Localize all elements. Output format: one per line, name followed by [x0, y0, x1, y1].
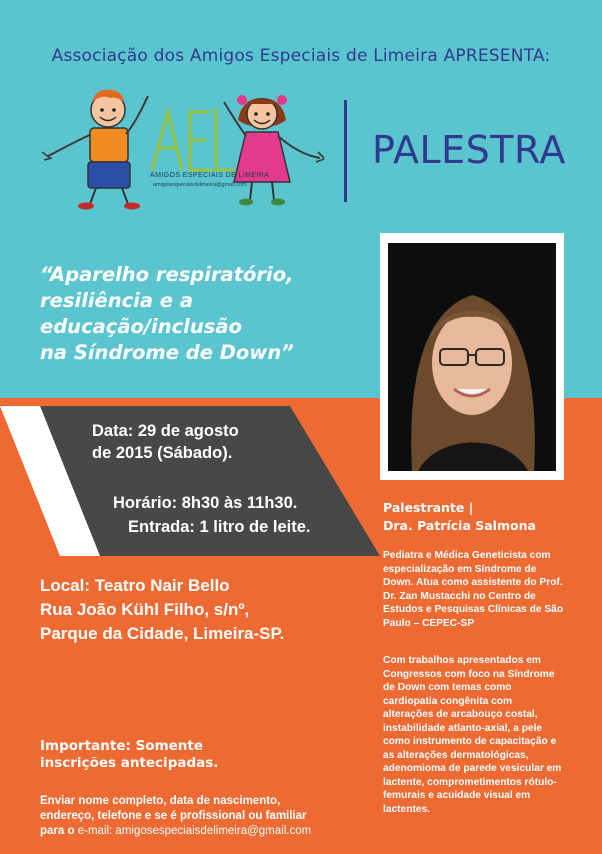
bio-line: Down. Atua como assistente do Prof. [383, 577, 563, 588]
event-date [92, 420, 239, 464]
location-line: Rua João Kühl Filho, s/nº, [40, 600, 250, 619]
event-date-line: Data: 29 de agosto [92, 422, 239, 440]
instruction-line: Enviar nome completo, data de nascimento, [40, 795, 281, 807]
bio-line: Pediatra e Médica Geneticista com [383, 550, 551, 561]
important-line: Importante: Somente [40, 738, 204, 754]
bio-line: como instrumento de capacitação e [383, 736, 557, 747]
event-entry: Entrada: 1 litro de leite. [128, 518, 311, 536]
girl-figure-icon [224, 95, 324, 206]
event-time: Horário: 8h30 às 11h30. [113, 494, 298, 512]
bio-line: Com trabalhos apresentados em [383, 655, 541, 666]
bio-line: Paulo – CEPEC-SP [383, 617, 475, 629]
bio-line: femurais e acuidade visual em [383, 790, 531, 801]
registration-instructions [40, 794, 340, 839]
location-line: Local: Teatro Nair Bello [40, 576, 230, 595]
bio-line: Congressos com foco na Síndrome [383, 668, 555, 680]
bio-line: especialização em Síndrome de [383, 563, 537, 575]
important-note [40, 738, 218, 772]
event-date-line: de 2015 (Sábado). [92, 444, 233, 462]
title-line: na Síndrome de Down” [40, 341, 294, 364]
bio-line: lactente, comprometimentos rótulo- [383, 776, 557, 788]
instruction-line [40, 824, 340, 839]
speaker-label: Palestrante | [383, 500, 474, 515]
contact-email: e-mail: amigosespeciaisdelimeira@gmail.com [77, 825, 312, 837]
title-line: resiliência e a [40, 289, 193, 312]
event-location [40, 574, 284, 646]
header-divider [344, 100, 347, 202]
bio-line: de Down com temas como [383, 682, 512, 693]
instruction-line: endereço, telefone e se é profissional ou familiar [40, 810, 307, 822]
bio-line: cardiopatia congênita com [383, 695, 513, 707]
ael-letters-icon [152, 108, 234, 170]
title-line: educação/inclusão [40, 315, 242, 338]
bio-line: Dr. Zan Mustacchi no Centro de [383, 590, 536, 602]
aael-logo [40, 78, 330, 218]
lecture-title [40, 262, 320, 366]
speaker-photo [388, 243, 556, 471]
header-line [0, 46, 602, 66]
important-line: inscrições antecipadas. [40, 755, 219, 771]
bio-line: lactentes. [383, 803, 430, 815]
speaker-bio-1 [383, 549, 583, 630]
bio-line: adenomioma de parede vesicular em [383, 763, 562, 774]
palestra-heading: PALESTRA [372, 128, 566, 172]
title-line: “Aparelho respiratório, [40, 263, 294, 286]
speaker-bio-2 [383, 654, 583, 816]
boy-figure-icon [42, 90, 148, 210]
presents-label: APRESENTA: [443, 46, 551, 66]
logo-caption: AMIGOS ESPECIAIS DE LIMEIRA [150, 172, 270, 179]
logo-email: amigosespeciaisdelimeira@gmail.com [153, 182, 247, 188]
speaker-name: Dra. Patrícia Salmona [383, 518, 536, 533]
instruction-prefix: para o [40, 825, 78, 837]
bio-line: instabilidade atlanto-axial, a pele [383, 722, 543, 734]
presenter-name: Associação dos Amigos Especiais de Limeira [51, 46, 438, 66]
bio-line: as alterações dermatológicas, [383, 749, 529, 761]
bio-line: Estudos e Pesquisas Clínicas de São [383, 604, 564, 615]
speaker-heading [383, 499, 536, 535]
bio-line: alterações de arcabouço costal, [383, 709, 538, 720]
location-line: Parque da Cidade, Limeira-SP. [40, 624, 285, 643]
